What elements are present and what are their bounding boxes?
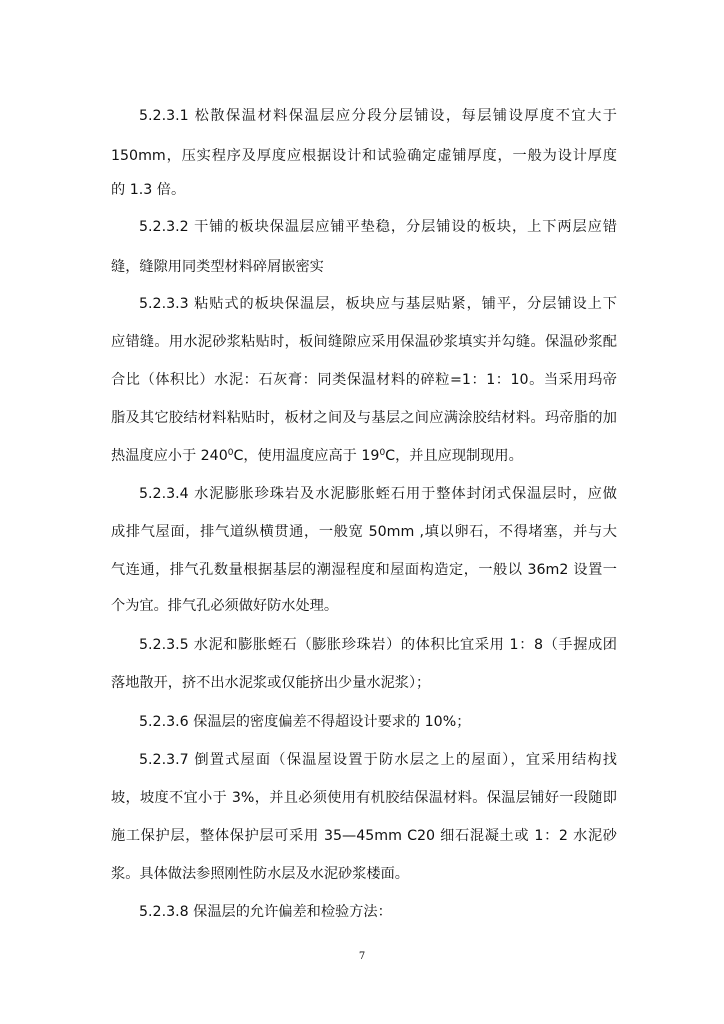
paragraph-5-2-3-1-line-3: 的 1.3 倍。 — [111, 182, 186, 198]
paragraph-5-2-3-3-line-4: 脂及其它胶结材料粘贴时，板材之间及与基层之间应满涂胶结材料。玛帝脂的加 — [111, 410, 617, 426]
paragraph-5-2-3-4-line-3: 气连通，排气孔数量根据基层的潮湿程度和屋面构造定，一般以 36m2 设置一 — [111, 562, 617, 578]
paragraph-5-2-3-8: 5.2.3.8 保温层的允许偏差和检验方法： — [139, 904, 392, 920]
page-number: 7 — [358, 951, 366, 962]
paragraph-5-2-3-5-line-2: 落地散开，挤不出水泥浆或仅能挤出少量水泥浆）； — [111, 675, 431, 691]
paragraph-5-2-3-1-line-2: 150mm，压实程序及厚度应根据设计和试验确定虚铺厚度，一般为设计厚度 — [111, 148, 617, 164]
paragraph-5-2-3-5-line-1: 5.2.3.5 水泥和膨胀蛭石（膨胀珍珠岩）的体积比宜采用 1：8（手握成团 — [139, 637, 617, 653]
text-segment: C，使用温度应高于 19 — [233, 448, 380, 464]
paragraph-5-2-3-4-line-1: 5.2.3.4 水泥膨胀珍珠岩及水泥膨胀蛭石用于整体封闭式保温层时，应做 — [139, 486, 617, 502]
paragraph-5-2-3-6: 5.2.3.6 保温层的密度偏差不得超设计要求的 10%； — [139, 714, 471, 730]
paragraph-5-2-3-7-line-3: 施工保护层，整体保护层可采用 35—45mm C20 细石混凝土或 1：2 水泥砂 — [111, 828, 617, 844]
paragraph-5-2-3-3-line-2: 应错缝。用水泥砂浆粘贴时，板间缝隙应采用保温砂浆填实并勾缝。保温砂浆配 — [111, 334, 617, 350]
paragraph-5-2-3-4-line-4: 个为宜。排气孔必须做好防水处理。 — [111, 598, 339, 614]
paragraph-5-2-3-3-line-5 — [111, 446, 617, 466]
paragraph-5-2-3-4-line-2: 成排气屋面，排气道纵横贯通，一般宽 50mm ,填以卵石，不得堵塞，并与大 — [111, 524, 617, 540]
paragraph-5-2-3-7-line-2: 坡，坡度不宜小于 3%，并且必须使用有机胶结保温材料。保温层铺好一段随即 — [111, 790, 617, 806]
paragraph-5-2-3-7-line-4: 浆。具体做法参照刚性防水层及水泥砂浆楼面。 — [111, 866, 409, 882]
text-segment: 热温度应小于 240 — [111, 448, 228, 464]
paragraph-5-2-3-3-line-1: 5.2.3.3 粘贴式的板块保温层，板块应与基层贴紧，铺平，分层铺设上下 — [139, 296, 617, 312]
paragraph-5-2-3-3-line-3: 合比（体积比）水泥：石灰膏：同类保温材料的碎粒=1：1：10。当采用玛帝 — [111, 372, 617, 388]
paragraph-5-2-3-7-line-1: 5.2.3.7 倒置式屋面（保温屋设置于防水层之上的屋面），宜采用结构找 — [139, 752, 617, 768]
text-segment: C，并且应现制现用。 — [385, 448, 523, 464]
superscript: 0 — [379, 448, 386, 458]
paragraph-5-2-3-1-line-1: 5.2.3.1 松散保温材料保温层应分段分层铺设，每层铺设厚度不宜大于 — [139, 108, 617, 124]
superscript: 0 — [227, 448, 234, 458]
paragraph-5-2-3-2-line-1: 5.2.3.2 干铺的板块保温层应铺平垫稳，分层铺设的板块，上下两层应错 — [139, 219, 617, 235]
paragraph-5-2-3-2-line-2: 缝，缝隙用同类型材料碎屑嵌密实 — [111, 259, 324, 275]
